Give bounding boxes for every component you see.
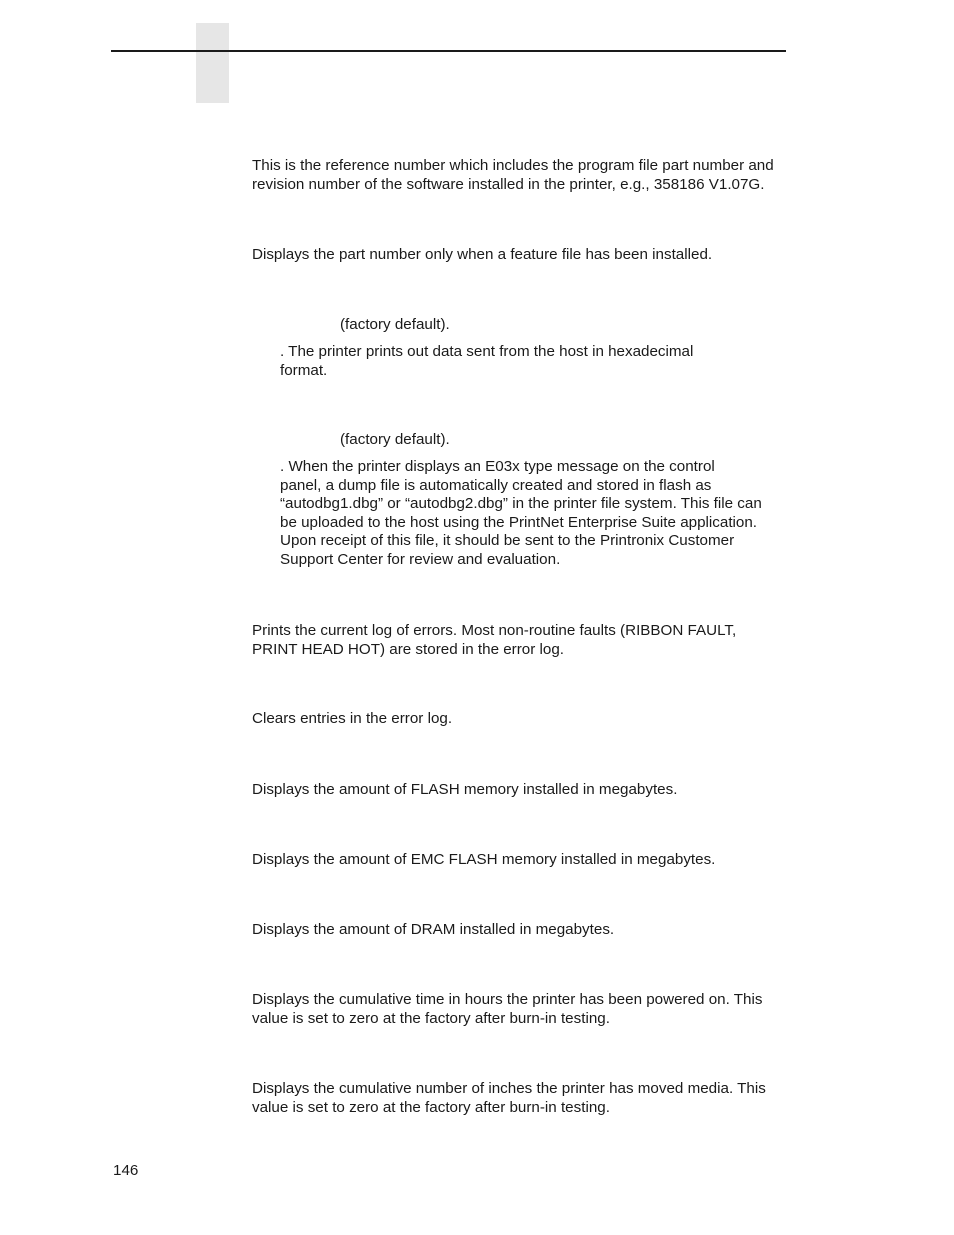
chapter-tab-marker [196,23,229,103]
flash-memory-description: Displays the amount of FLASH memory installed in megabytes. [252,781,678,798]
page-number: 146 [113,1162,139,1179]
hex-dump-enabled-option: . The printer prints out data sent from the host in hexadecimal format. [280,343,694,379]
software-reference-description: This is the reference number which includes the program file part number and revision number of the software installed in the printer, e.g., 358186 V1.07G. [252,157,774,193]
power-on-hours-description: Displays the cumulative time in hours the printer has been powered on. This value is set to zero at the factory after burn-in testing. [252,991,763,1027]
emc-flash-memory-description: Displays the amount of EMC FLASH memory installed in megabytes. [252,851,716,868]
media-inches-description: Displays the cumulative number of inches the printer has moved media. This value is set to zero at the factory after burn-in testing. [252,1080,766,1116]
dram-description: Displays the amount of DRAM installed in megabytes. [252,921,615,938]
clear-error-log-description: Clears entries in the error log. [252,710,453,727]
feature-file-description: Displays the part number only when a feature file has been installed. [252,246,713,263]
print-error-log-description: Prints the current log of errors. Most non-routine faults (RIBBON FAULT, PRINT HEAD HOT) are stored in the error log. [252,622,737,658]
auto-dump-default-option: (factory default). [340,431,450,448]
auto-dump-enabled-option: . When the printer displays an E03x type message on the control panel, a dump file is automatically created and stored in flash as “autodbg1.dbg” or “autodbg2.dbg” in the printer file system. This file can be uploaded to the host using the PrintNet Enterprise Suite application. Upon receipt of this file, it should be sent to the Printronix Customer Support Center for review and evaluation. [280,458,762,568]
header-rule [111,50,786,52]
hex-dump-default-option: (factory default). [340,316,450,333]
